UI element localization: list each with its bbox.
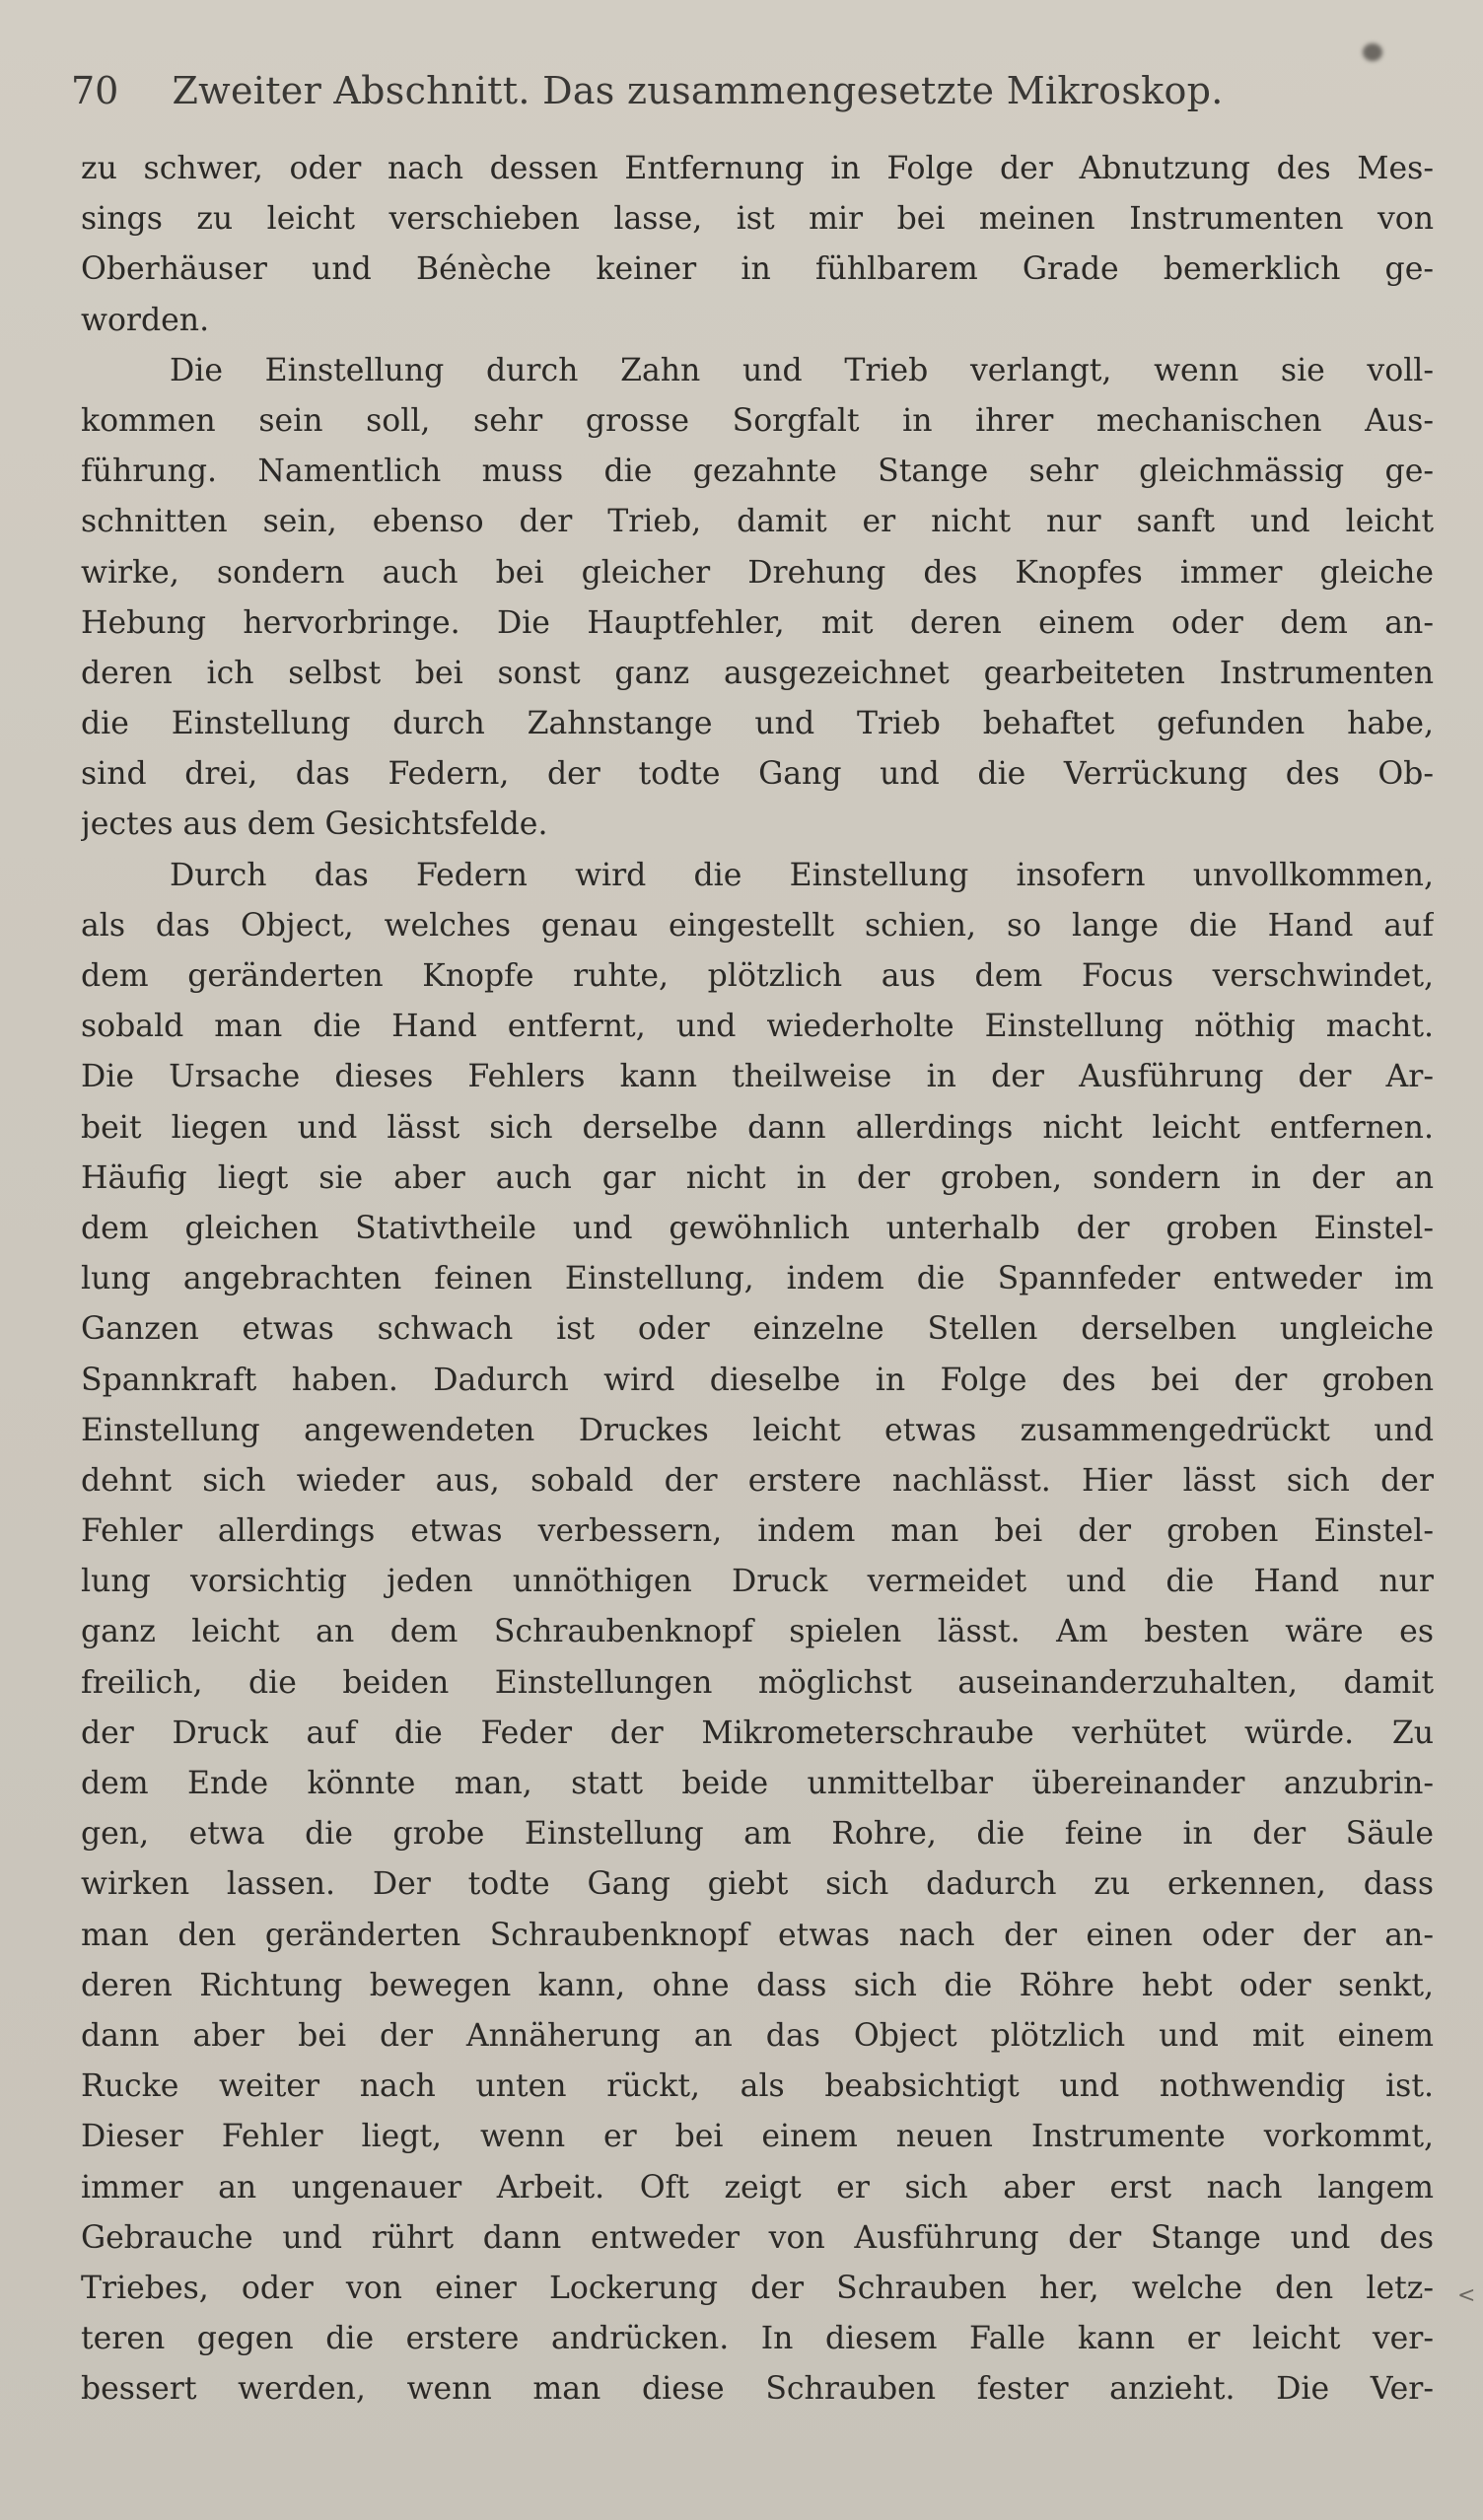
running-head (71, 69, 1353, 128)
text-line: bessert werden, wenn man diese Schrauben fester anzieht. Die Ver- (81, 2371, 1434, 2408)
text-line: wirken lassen. Der todte Gang giebt sich dadurch zu erkennen, dass (81, 1866, 1434, 1903)
text-line: sind drei, das Federn, der todte Gang und die Verrückung des Ob- (81, 756, 1434, 793)
running-head-title: Zweiter Abschnitt. Das zusammengesetzte Mikroskop. (172, 69, 1224, 112)
text-line: dem gleichen Stativtheile und gewöhnlich unterhalb der groben Einstel- (81, 1210, 1434, 1246)
text-line: sings zu leicht verschieben lasse, ist mir bei meinen Instrumenten von (81, 201, 1434, 238)
text-line: Triebes, oder von einer Lockerung der Schrauben her, welche den letz- (81, 2270, 1434, 2306)
text-line: Spannkraft haben. Dadurch wird dieselbe in Folge des bei der groben (81, 1362, 1434, 1398)
text-line: Hebung hervorbringe. Die Hauptfehler, mit deren einem oder dem an- (81, 604, 1434, 641)
text-line: Die Ursache dieses Fehlers kann theilweise in der Ausführung der Ar- (81, 1059, 1434, 1095)
text-line: man den geränderten Schraubenknopf etwas nach der einen oder der an- (81, 1917, 1434, 1953)
text-line: teren gegen die erstere andrücken. In diesem Falle kann er leicht ver- (81, 2321, 1434, 2357)
text-line: Einstellung angewendeten Druckes leicht etwas zusammengedrückt und (81, 1412, 1434, 1448)
text-line: worden. (81, 302, 210, 338)
text-line: dehnt sich wieder aus, sobald der erstere nachlässt. Hier lässt sich der (81, 1462, 1434, 1499)
text-line: Häufig liegt sie aber auch gar nicht in der groben, sondern in der an (81, 1159, 1434, 1196)
text-line: dann aber bei der Annäherung an das Object plötzlich und mit einem (81, 2017, 1434, 2054)
text-line: ganz leicht an dem Schraubenknopf spielen lässt. Am besten wäre es (81, 1614, 1434, 1650)
text-line: jectes aus dem Gesichtsfelde. (81, 806, 548, 843)
text-line: Die Einstellung durch Zahn und Trieb verlangt, wenn sie voll- (170, 352, 1434, 388)
text-line: Dieser Fehler liegt, wenn er bei einem neuen Instrumente vorkommt, (81, 2119, 1434, 2155)
text-line: Ganzen etwas schwach ist oder einzelne Stellen derselben ungleiche (81, 1311, 1434, 1348)
text-line: wirke, sondern auch bei gleicher Drehung des Knopfes immer gleiche (81, 554, 1434, 591)
text-line: Durch das Federn wird die Einstellung insofern unvollkommen, (170, 857, 1434, 893)
text-line: als das Object, welches genau eingestellt schien, so lange die Hand auf (81, 907, 1434, 944)
text-line: sobald man die Hand entfernt, und wiederholte Einstellung nöthig macht. (81, 1009, 1434, 1045)
text-line: die Einstellung durch Zahnstange und Trieb behaftet gefunden habe, (81, 706, 1434, 742)
text-line: lung vorsichtig jeden unnöthigen Druck vermeidet und die Hand nur (81, 1564, 1434, 1600)
text-line: lung angebrachten feinen Einstellung, indem die Spannfeder entweder im (81, 1261, 1434, 1297)
text-line: Gebrauche und rührt dann entweder von Ausführung der Stange und des (81, 2219, 1434, 2256)
text-line: führung. Namentlich muss die gezahnte Stange sehr gleichmässig ge- (81, 454, 1434, 490)
text-line: Rucke weiter nach unten rückt, als beabsichtigt und nothwendig ist. (81, 2068, 1434, 2105)
text-line: der Druck auf die Feder der Mikrometerschraube verhütet würde. Zu (81, 1715, 1434, 1751)
page-number: 70 (71, 69, 119, 112)
text-line: dem Ende könnte man, statt beide unmittelbar übereinander anzubrin- (81, 1766, 1434, 1801)
text-line: Oberhäuser und Bénèche keiner in fühlbarem Grade bemerklich ge- (81, 251, 1434, 288)
margin-mark: < (1457, 2283, 1476, 2308)
text-line: deren Richtung bewegen kann, ohne dass sich die Röhre hebt oder senkt, (81, 1967, 1434, 2003)
text-line: immer an ungenauer Arbeit. Oft zeigt er sich aber erst nach langem (81, 2169, 1434, 2205)
body-text (81, 144, 1434, 2415)
text-line: beit liegen und lässt sich derselbe dann allerdings nicht leicht entfernen. (81, 1109, 1434, 1146)
text-line: zu schwer, oder nach dessen Entfernung in Folge der Abnutzung des Mes- (81, 151, 1434, 186)
text-line: dem geränderten Knopfe ruhte, plötzlich aus dem Focus verschwindet, (81, 958, 1434, 994)
text-line: Fehler allerdings etwas verbessern, indem man bei der groben Einstel- (81, 1513, 1434, 1550)
text-line: kommen sein soll, sehr grosse Sorgfalt in ihrer mechanischen Aus- (81, 402, 1434, 439)
text-line: gen, etwa die grobe Einstellung am Rohre, die feine in der Säule (81, 1816, 1434, 1853)
text-line: freilich, die beiden Einstellungen möglichst auseinanderzuhalten, damit (81, 1664, 1434, 1701)
text-line: deren ich selbst bei sonst ganz ausgezeichnet gearbeiteten Instrumenten (81, 655, 1434, 691)
ink-spot (1363, 43, 1382, 61)
text-line: schnitten sein, ebenso der Trieb, damit er nicht nur sanft und leicht (81, 504, 1434, 540)
